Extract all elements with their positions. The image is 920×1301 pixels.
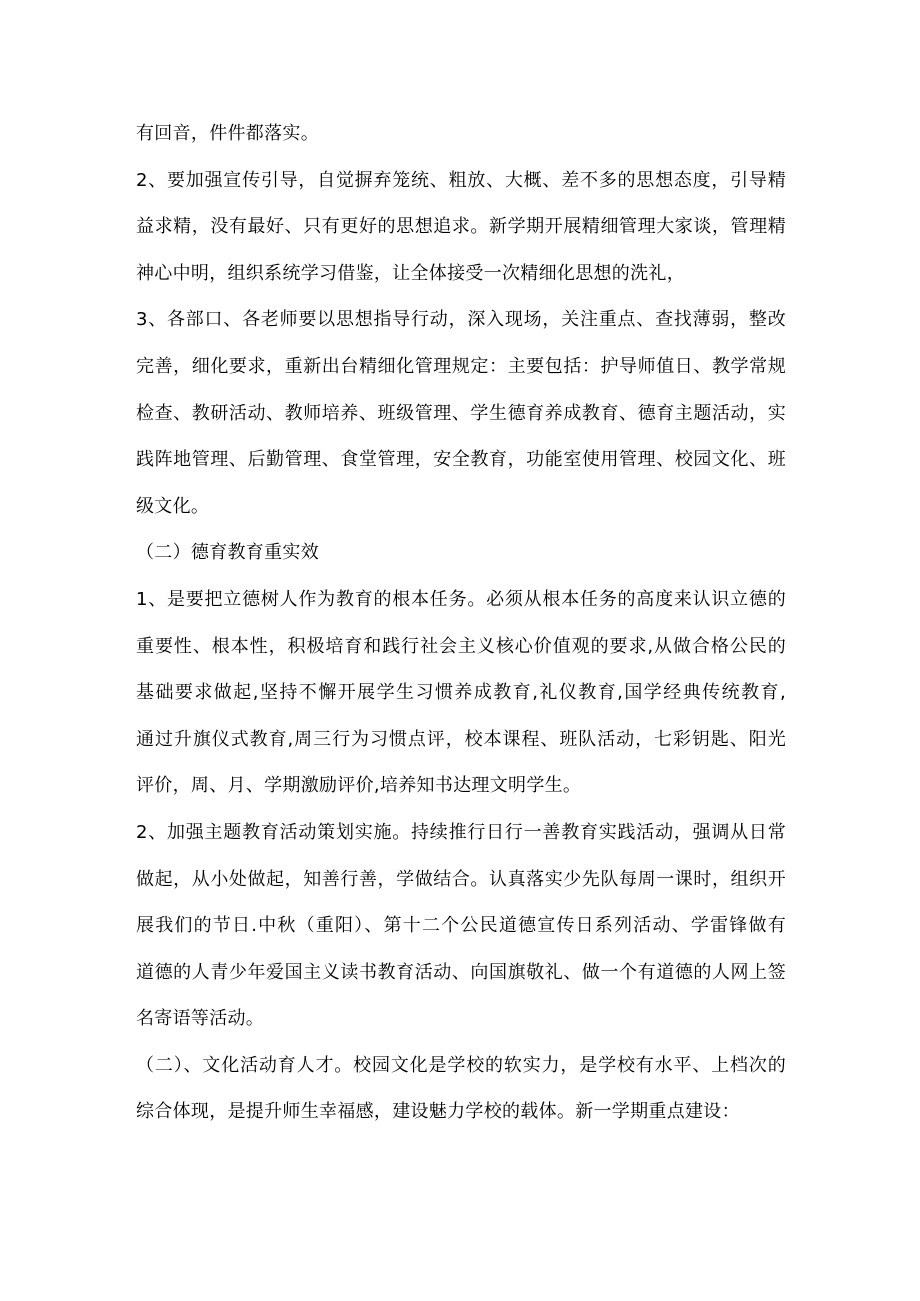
text-line-8: 践阵地管理、后勤管理、食堂管理，安全教育，功能室使用管理、校园文化、班 [136, 449, 786, 471]
text-line-2: 2、要加强宣传引导，自觉摒弃笼统、粗放、大概、差不多的思想态度，引导精 [136, 169, 786, 191]
text-line-7: 检查、教研活动、教师培养、班级管理、学生德育养成教育、德育主题活动，实 [136, 402, 786, 424]
text-line-11: 1、是要把立德树人作为教育的根本任务。必须从根本任务的高度来认识立德的 [136, 588, 786, 610]
text-line-19: 道德的人青少年爱国主义读书教育活动、向国旗敬礼、做一个有道德的人网上签 [136, 961, 786, 983]
text-line-13: 基础要求做起,坚持不懈开展学生习惯养成教育,礼仪教育,国学经典传统教育, [136, 682, 786, 704]
text-line-4: 神心中明，组织系统学习借鉴，让全体接受一次精细化思想的洗礼， [136, 262, 685, 284]
text-line-14: 通过升旗仪式教育,周三行为习惯点评，校本课程、班队活动，七彩钥匙、阳光 [136, 728, 786, 750]
text-line-16: 2、加强主题教育活动策划实施。持续推行日行一善教育实践活动，强调从日常 [136, 821, 786, 843]
section-heading-moral-education: （二）德育教育重实效 [136, 542, 319, 564]
text-line-15: 评价，周、月、学期激励评价,培养知书达理文明学生。 [136, 775, 582, 797]
text-line-20: 名寄语等活动。 [136, 1008, 265, 1030]
text-line-22: 综合体现，是提升师生幸福感，建设魅力学校的载体。新一学期重点建设： [136, 1101, 740, 1123]
text-line-17: 做起，从小处做起，知善行善，学做结合。认真落实少先队每周一课时，组织开 [136, 868, 786, 890]
text-line-6: 完善，细化要求，重新出台精细化管理规定：主要包括：护导师值日、教学常规 [136, 355, 786, 377]
text-line-9: 级文化。 [136, 495, 210, 517]
text-line-21: （二）、文化活动育人才。校园文化是学校的软实力，是学校有水平、上档次的 [136, 1054, 786, 1076]
text-line-1: 有回音，件件都落实。 [136, 123, 319, 144]
text-line-5: 3、各部口、各老师要以思想指导行动，深入现场，关注重点、查找薄弱，整改 [136, 309, 786, 331]
document-body [136, 111, 786, 1136]
text-line-12: 重要性、根本性，积极培育和践行社会主义核心价值观的要求,从做合格公民的 [136, 635, 786, 657]
text-line-3: 益求精，没有最好、只有更好的思想追求。新学期开展精细管理大家谈，管理精 [136, 216, 786, 238]
text-line-18: 展我们的节日.中秋（重阳）、第十二个公民道德宣传日系列活动、学雷锋做有 [136, 915, 786, 937]
